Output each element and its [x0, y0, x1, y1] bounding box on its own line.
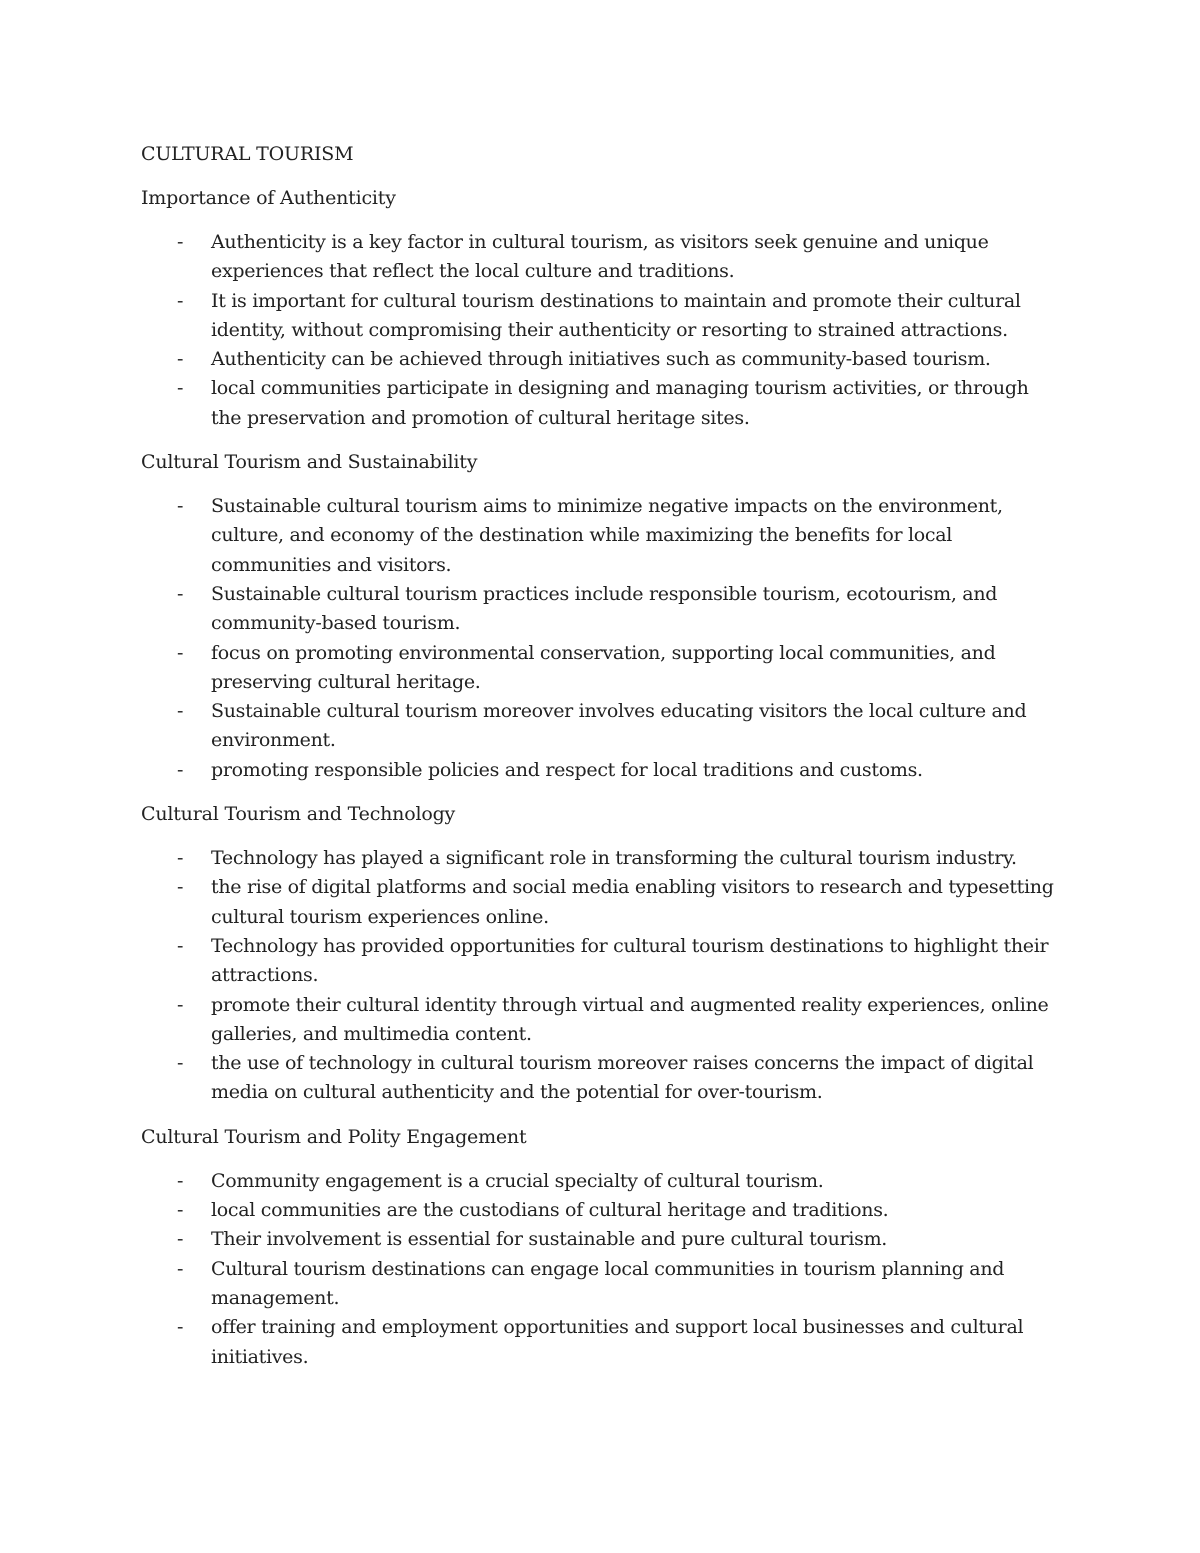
bullet-dash: - — [177, 1052, 184, 1075]
bullet-dash: - — [177, 641, 184, 664]
bullet-item — [141, 1313, 1061, 1372]
document-title: CULTURAL TOURISM — [141, 143, 354, 165]
bullet-item — [141, 844, 1061, 873]
bullet-text: Authenticity can be achieved through initiatives such as community-based tourism. — [211, 348, 991, 371]
bullet-text: Sustainable cultural tourism moreover involves educating visitors the local culture and environment. — [211, 700, 1027, 752]
bullet-text: Sustainable cultural tourism practices include responsible tourism, ecotourism, and community-based tourism. — [211, 582, 998, 635]
bullet-text: local communities participate in designing and managing tourism activities, or through the preservation and promotion of cultural heritage sites. — [211, 377, 1029, 429]
bullet-item — [141, 580, 1061, 639]
bullet-item — [141, 1225, 1061, 1254]
section-sustainability — [141, 448, 1061, 785]
bullet-dash: - — [177, 231, 184, 253]
bullet-text: Technology has played a significant role in transforming the cultural tourism industry. — [211, 847, 1017, 870]
bullet-dash: - — [177, 1257, 184, 1280]
bullet-text: Their involvement is essential for sustainable and pure cultural tourism. — [211, 1228, 888, 1251]
bullet-list — [141, 844, 1061, 1108]
bullet-item — [141, 1196, 1061, 1225]
bullet-item — [141, 991, 1061, 1050]
bullet-item — [141, 1167, 1061, 1196]
section-authenticity — [141, 184, 1061, 433]
bullet-dash: - — [177, 700, 184, 723]
bullet-dash: - — [177, 993, 184, 1016]
bullet-dash: - — [177, 847, 184, 870]
bullet-item — [141, 873, 1061, 932]
bullet-text: Authenticity is a key factor in cultural tourism, as visitors seek genuine and unique experiences that reflect the local culture and traditions. — [211, 231, 989, 283]
bullet-dash: - — [177, 289, 184, 312]
bullet-item — [141, 756, 1061, 785]
bullet-item — [141, 287, 1061, 346]
bullet-item — [141, 345, 1061, 374]
bullet-item — [141, 228, 1061, 287]
bullet-item — [141, 1049, 1061, 1108]
bullet-item — [141, 932, 1061, 991]
bullet-item — [141, 492, 1061, 580]
bullet-text: promote their cultural identity through virtual and augmented reality experiences, online galleries, and multimedia content. — [211, 993, 1049, 1045]
bullet-text: Sustainable cultural tourism aims to minimize negative impacts on the environment, culture, and economy of the destination while maximizing the benefits for local communities and visitors. — [211, 495, 1003, 576]
bullet-text: Cultural tourism destinations can engage local communities in tourism planning and management. — [211, 1257, 1005, 1309]
document-page — [141, 140, 1061, 1387]
bullet-dash: - — [177, 495, 184, 518]
bullet-text: promoting responsible policies and respect for local traditions and customs. — [211, 758, 923, 781]
bullet-dash: - — [177, 1169, 184, 1192]
bullet-dash: - — [177, 1199, 184, 1222]
bullet-item — [141, 374, 1061, 433]
bullet-text: the rise of digital platforms and social media enabling visitors to research and typesetting cultural tourism experiences online. — [211, 876, 1054, 928]
section-heading: Cultural Tourism and Technology — [141, 803, 456, 826]
bullet-dash: - — [177, 1316, 184, 1339]
section-engagement — [141, 1123, 1061, 1372]
bullet-text: Community engagement is a crucial specialty of cultural tourism. — [211, 1169, 824, 1192]
bullet-dash: - — [177, 348, 184, 371]
section-technology — [141, 800, 1061, 1108]
bullet-list — [141, 228, 1061, 433]
bullet-list — [141, 1167, 1061, 1372]
bullet-text: focus on promoting environmental conservation, supporting local communities, and preserving cultural heritage. — [211, 641, 996, 693]
bullet-item — [141, 639, 1061, 698]
bullet-dash: - — [177, 758, 184, 781]
bullet-dash: - — [177, 377, 184, 400]
section-heading: Cultural Tourism and Polity Engagement — [141, 1125, 527, 1148]
bullet-text: the use of technology in cultural tourism moreover raises concerns the impact of digital media on cultural authenticity and the potential for over-tourism. — [211, 1052, 1034, 1104]
bullet-text: It is important for cultural tourism destinations to maintain and promote their cultural identity, without compromising their authenticity or resorting to strained attractions. — [211, 289, 1021, 341]
section-heading: Cultural Tourism and Sustainability — [141, 451, 478, 474]
bullet-dash: - — [177, 582, 184, 605]
bullet-item — [141, 697, 1061, 756]
bullet-dash: - — [177, 1228, 184, 1251]
bullet-item — [141, 1255, 1061, 1314]
bullet-text: local communities are the custodians of cultural heritage and traditions. — [211, 1199, 889, 1222]
bullet-list — [141, 492, 1061, 785]
bullet-text: Technology has provided opportunities for cultural tourism destinations to highlight their attractions. — [211, 934, 1049, 987]
bullet-dash: - — [177, 934, 184, 957]
bullet-text: offer training and employment opportunities and support local businesses and cultural initiatives. — [211, 1316, 1024, 1368]
bullet-dash: - — [177, 876, 184, 899]
section-heading: Importance of Authenticity — [141, 187, 396, 209]
